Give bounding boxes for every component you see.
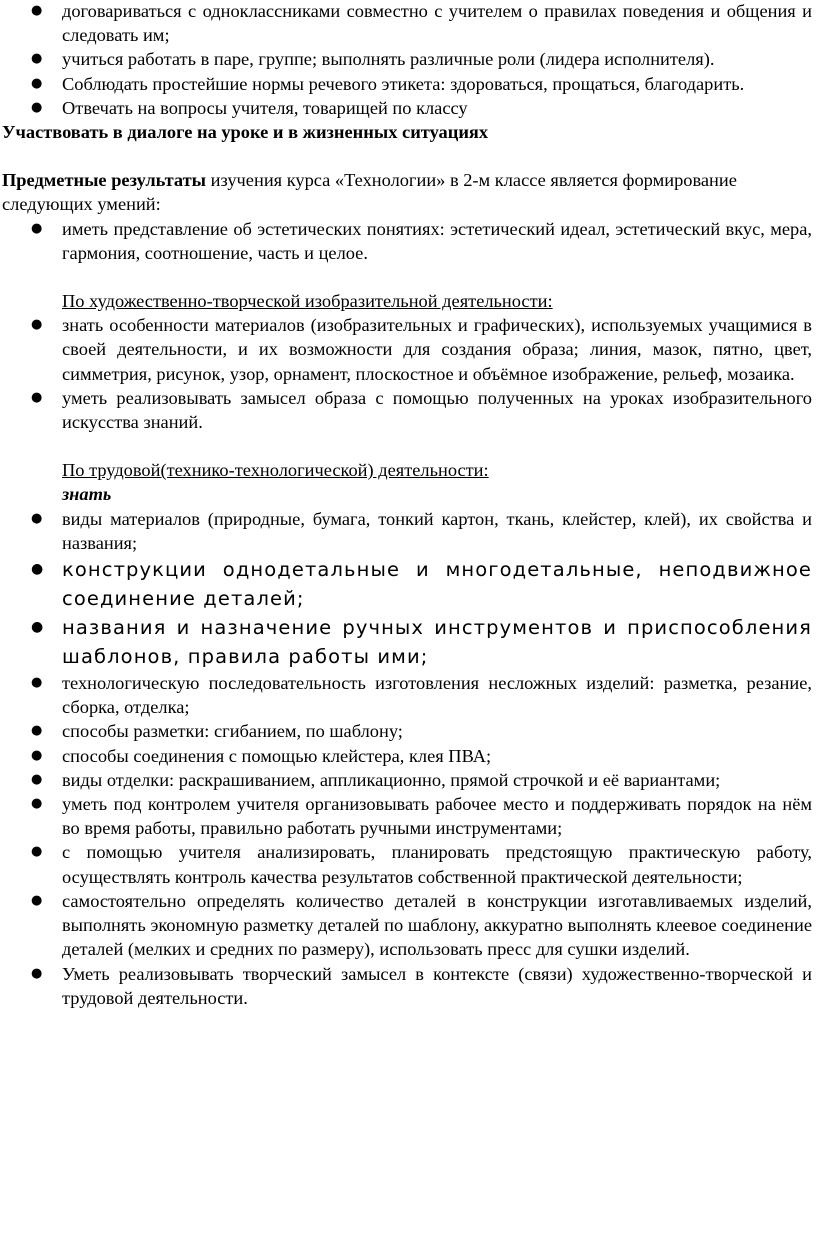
know-label: знать: [62, 484, 112, 505]
bullet-icon: ●: [31, 892, 43, 908]
list-item: ● иметь представление об эстетических понятиях: эстетический идеал, эстетический вкус, мера, гармония, соотношение, часть и целое.: [31, 218, 812, 263]
bullet-icon: ●: [31, 99, 43, 115]
subject-results-title: Предметные результаты: [2, 170, 207, 191]
bullet-icon: ●: [31, 51, 43, 67]
list-item: ● Соблюдать простейшие нормы речевого этикета: здороваться, прощаться, благодарить.: [0, 72, 816, 96]
bullet-icon: ●: [31, 747, 43, 763]
bullet-icon: ●: [31, 619, 45, 636]
bullet-icon: ●: [31, 796, 43, 812]
art-activity-heading: По художественно-творческой изобразительной деятельности:: [62, 291, 553, 312]
art-activity-list: [0, 313, 816, 434]
aesthetics-list: [0, 217, 816, 265]
dialogue-heading: Участвовать в диалоге на уроке и в жизненных ситуациях: [2, 122, 489, 143]
bullet-icon: ●: [31, 317, 43, 333]
list-item: ● технологическую последовательность изготовления несложных изделий: разметка, резание, сборка, отделка;: [31, 673, 812, 718]
list-item: ● Уметь реализовывать творческий замысел в контексте (связи) художественно-творческой и трудовой деятельности.: [31, 963, 812, 1008]
list-item: ● договариваться с одноклассниками совместно с учителем о правилах поведения и общения и следовать им;: [31, 1, 812, 46]
labor-activity-list: [0, 507, 816, 1010]
list-item: ● учиться работать в паре, группе; выполнять различные роли (лидера исполнителя).: [0, 47, 816, 71]
list-item: ● виды отделки: раскрашиванием, аппликационно, прямой строчкой и её вариантами;: [0, 768, 816, 792]
bullet-icon: ●: [31, 389, 43, 405]
list-item: ● виды материалов (природные, бумага, тонкий картон, ткань, клейстер, клей), их свойства и названия;: [31, 508, 812, 553]
subject-results-intro: [0, 168, 816, 216]
list-item: ● названия и назначение ручных инструментов и приспособления шаблонов, правила работы ими;: [0, 613, 816, 671]
bullet-icon: ●: [31, 965, 43, 981]
labor-activity-heading: По трудовой(технико-технологической) деятельности:: [62, 460, 489, 481]
list-item: ● способы соединения с помощью клейстера, клея ПВА;: [0, 744, 816, 768]
list-item: ● самостоятельно определять количество деталей в конструкции изготавливаемых изделий, выполнять экономную разметку деталей по шаблону, аккуратно выполнять клеевое соединение деталей (мелких и средних по размеру), использовать пресс для сушки изделий.: [31, 890, 812, 960]
list-item: ● Отвечать на вопросы учителя, товарищей по классу: [0, 96, 816, 120]
bullet-icon: ●: [31, 561, 45, 578]
bullet-icon: ●: [31, 675, 43, 691]
communication-skills-list: [0, 0, 816, 120]
bullet-icon: ●: [31, 771, 43, 787]
subject-results-text: изучения курса «Технологии» в 2-м классе является формирование следующих умений:: [2, 170, 737, 215]
list-item: ● знать особенности материалов (изобразительных и графических), используемых учащимися в своей деятельности, и их возможности для создания образа; линия, мазок, пятно, цвет, симметрия, рисунок, узор, орнамент, плоскостное и объёмное изображение, рельеф, мозаика.: [31, 315, 812, 384]
list-item: ● уметь под контролем учителя организовывать рабочее место и поддерживать порядок на нём во время работы, правильно работать ручными инструментами;: [31, 794, 812, 839]
bullet-icon: ●: [31, 220, 43, 236]
list-item: ● уметь реализовывать замысел образа с помощью полученных на уроках изобразительного искусства знаний.: [31, 387, 812, 433]
bullet-icon: ●: [31, 510, 43, 526]
list-item: ● способы разметки: сгибанием, по шаблону;: [0, 719, 816, 743]
bullet-icon: ●: [31, 723, 43, 739]
list-item: ● конструкции однодетальные и многодетальные, неподвижное соединение деталей;: [0, 555, 816, 613]
list-item: ● с помощью учителя анализировать, планировать предстоящую практическую работу, осуществлять контроль качества результатов собственной практической деятельности;: [31, 842, 812, 887]
bullet-icon: ●: [31, 75, 43, 91]
bullet-icon: ●: [31, 3, 43, 18]
bullet-icon: ●: [31, 844, 43, 860]
